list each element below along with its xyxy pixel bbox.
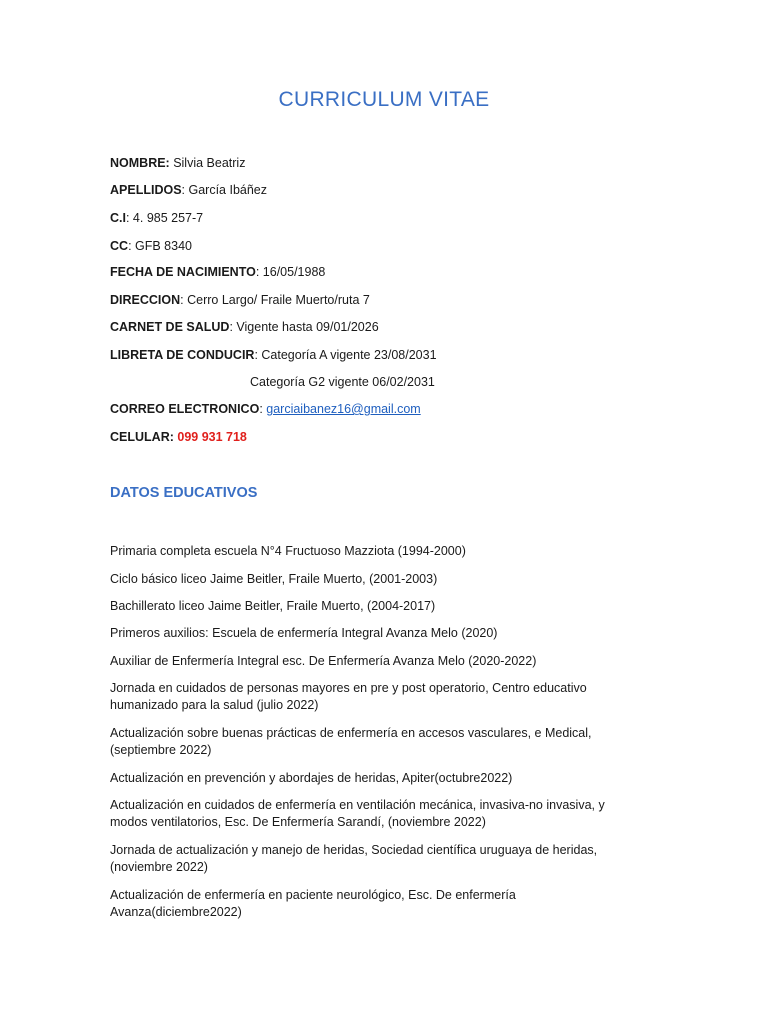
field-label: CC bbox=[110, 239, 129, 253]
field-libreta-conducir bbox=[110, 347, 437, 363]
license-continuation: Categoría G2 vigente 06/02/2031 bbox=[250, 375, 435, 389]
field-label: APELLIDOS bbox=[110, 183, 182, 197]
field-value: : Cerro Largo/ Fraile Muerto/ruta 7 bbox=[180, 293, 370, 307]
education-item: Actualización de enfermería en paciente neurológico, Esc. De enfermería Avanza(diciembre2022) bbox=[110, 888, 516, 919]
page-title: CURRICULUM VITAE bbox=[278, 88, 490, 111]
field-value: : 16/05/1988 bbox=[255, 265, 326, 279]
field-label: DIRECCION bbox=[110, 293, 181, 307]
education-item: Auxiliar de Enfermería Integral esc. De Enfermería Avanza Melo (2020-2022) bbox=[110, 654, 537, 668]
education-item: Primeros auxilios: Escuela de enfermería Integral Avanza Melo (2020) bbox=[110, 626, 498, 640]
field-separator: : bbox=[259, 402, 267, 416]
field-value: : Vigente hasta 09/01/2026 bbox=[229, 320, 379, 334]
education-item: Primaria completa escuela N°4 Fructuoso Mazziota (1994-2000) bbox=[110, 544, 466, 558]
field-cc bbox=[110, 238, 192, 254]
field-celular bbox=[110, 429, 247, 445]
field-label: CORREO ELECTRONICO bbox=[110, 402, 260, 416]
field-direccion bbox=[110, 292, 370, 308]
field-correo bbox=[110, 401, 421, 417]
field-nombre bbox=[110, 155, 245, 171]
education-item: Actualización sobre buenas prácticas de enfermería en accesos vasculares, e Medical, (septiembre 2022) bbox=[110, 726, 592, 757]
email-link[interactable]: garciaibanez16@gmail.com bbox=[266, 402, 421, 416]
field-value: Silvia Beatriz bbox=[169, 156, 246, 170]
field-label: NOMBRE: bbox=[110, 156, 170, 170]
education-item: Actualización en prevención y abordajes de heridas, Apiter(octubre2022) bbox=[110, 771, 513, 785]
education-item: Jornada de actualización y manejo de heridas, Sociedad científica uruguaya de heridas, (noviembre 2022) bbox=[110, 843, 598, 874]
field-value: : Categoría A vigente 23/08/2031 bbox=[254, 348, 437, 362]
field-label: FECHA DE NACIMIENTO bbox=[110, 265, 256, 279]
field-label: LIBRETA DE CONDUCIR bbox=[110, 348, 255, 362]
section-title: DATOS EDUCATIVOS bbox=[110, 485, 258, 501]
field-fecha-nacimiento bbox=[110, 264, 325, 280]
field-value: : 4. 985 257-7 bbox=[125, 211, 204, 225]
phone-number: 099 931 718 bbox=[177, 430, 247, 444]
field-apellidos bbox=[110, 182, 267, 198]
education-item: Bachillerato liceo Jaime Beitler, Fraile Muerto, (2004-2017) bbox=[110, 599, 436, 613]
education-item: Jornada en cuidados de personas mayores en pre y post operatorio, Centro educativo humanizado para la salud (julio 2022) bbox=[110, 681, 587, 712]
field-label: CELULAR: bbox=[110, 430, 174, 444]
field-label: CARNET DE SALUD bbox=[110, 320, 230, 334]
field-value: : García Ibáñez bbox=[181, 183, 268, 197]
education-item: Ciclo básico liceo Jaime Beitler, Fraile Muerto, (2001-2003) bbox=[110, 572, 438, 586]
field-value: : GFB 8340 bbox=[128, 239, 192, 253]
education-item: Actualización en cuidados de enfermería en ventilación mecánica, invasiva-no invasiva, y modos ventilatorios, Esc. De Enfermería Sarandí, (noviembre 2022) bbox=[110, 798, 605, 829]
field-ci bbox=[110, 210, 203, 226]
field-label: C.I bbox=[110, 211, 126, 225]
field-carnet-salud bbox=[110, 319, 379, 335]
